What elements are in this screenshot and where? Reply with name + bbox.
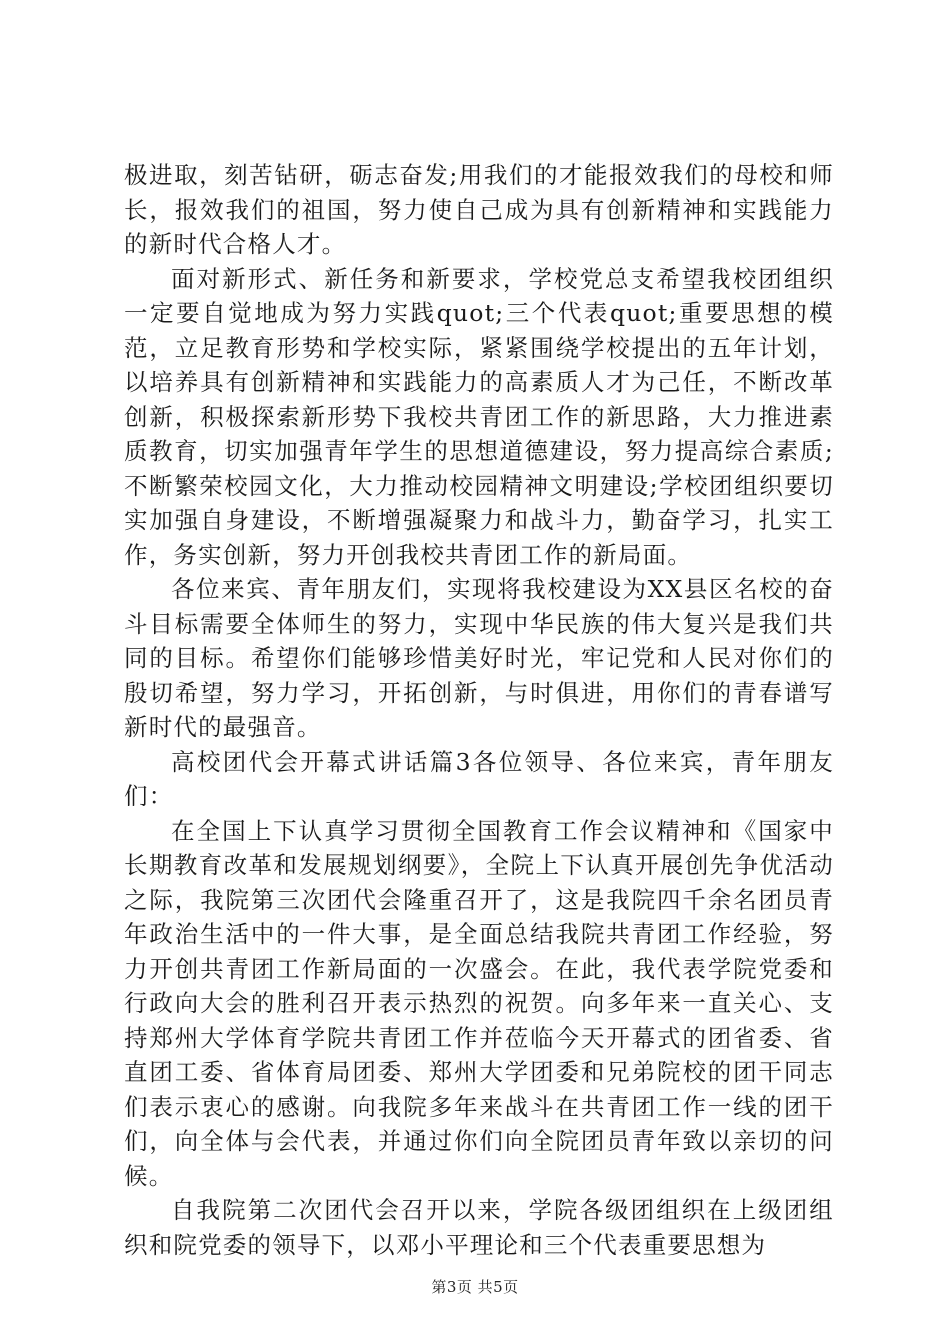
paragraph-3: 各位来宾、青年朋友们，实现将我校建设为XX县区名校的奋斗目标需要全体师生的努力，实现中华民族的伟大复兴是我们共同的目标。希望你们能够珍惜美好时光，牢记党和人民对你们的殷切希望，努力学习，开拓创新，与时俱进，用你们的青春谱写新时代的最强音。 bbox=[124, 575, 834, 741]
paragraph-4-heading: 高校团代会开幕式讲话篇3各位领导、各位来宾，青年朋友们： bbox=[124, 747, 834, 810]
page-number-footer: 第3页 共5页 bbox=[431, 1278, 519, 1296]
paragraph-2: 面对新形式、新任务和新要求，学校党总支希望我校团组织一定要自觉地成为努力实践quot;三个代表quot;重要思想的模范，立足教育形势和学校实际，紧紧围绕学校提出的五年计划，以培养具有创新精神和实践能力的高素质人才为己任，不断改革创新，积极探索新形势下我校共青团工作的新思路，大力推进素质教育，切实加强青年学生的思想道德建设，努力提高综合素质;不断繁荣校园文化，大力推动校园精神文明建设;学校团组织要切实加强自身建设，不断增强凝聚力和战斗力，勤奋学习，扎实工作，务实创新，努力开创我校共青团工作的新局面。 bbox=[124, 264, 834, 569]
paragraph-5: 在全国上下认真学习贯彻全国教育工作会议精神和《国家中长期教育改革和发展规划纲要》，全院上下认真开展创先争优活动之际，我院第三次团代会隆重召开了，这是我院四千余名团员青年政治生活中的一件大事，是全面总结我院共青团工作经验，努力开创共青团工作新局面的一次盛会。在此，我代表学院党委和行政向大会的胜利召开表示热烈的祝贺。向多年来一直关心、支持郑州大学体育学院共青团工作并莅临今天开幕式的团省委、省直团工委、省体育局团委、郑州大学团委和兄弟院校的团干同志们表示衷心的感谢。向我院多年来战斗在共青团工作一线的团干们，向全体与会代表，并通过你们向全院团员青年致以亲切的问候。 bbox=[124, 816, 834, 1190]
paragraph-1: 极进取，刻苦钻研，砺志奋发;用我们的才能报效我们的母校和师长，报效我们的祖国，努力使自己成为具有创新精神和实践能力的新时代合格人才。 bbox=[124, 161, 834, 258]
document-body bbox=[124, 158, 834, 1262]
paragraph-6: 自我院第二次团代会召开以来，学院各级团组织在上级团组织和院党委的领导下，以邓小平理论和三个代表重要思想为 bbox=[124, 1196, 834, 1259]
